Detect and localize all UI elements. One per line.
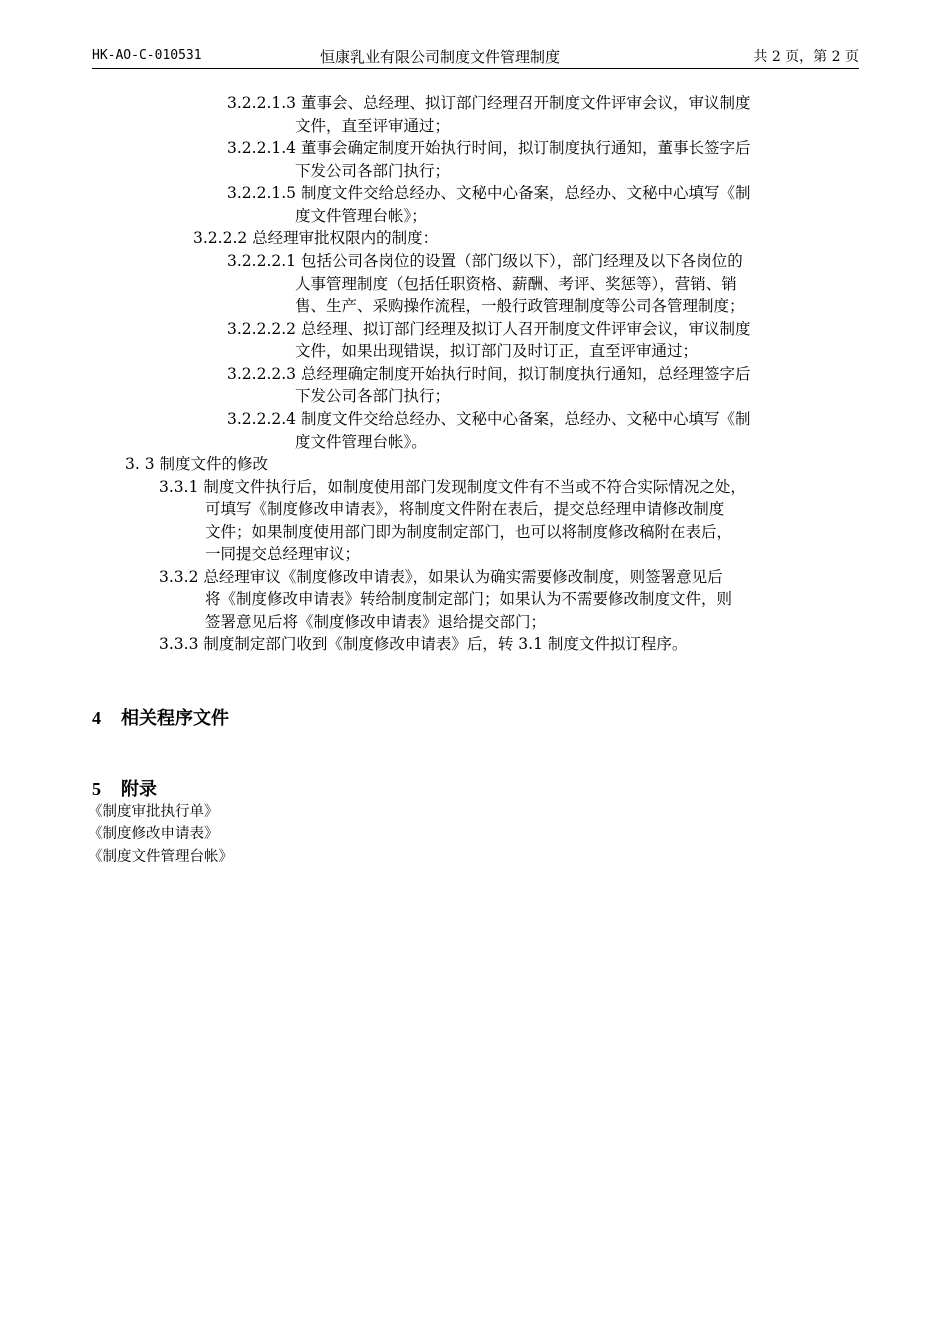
appendix-item: 《制度修改申请表》 bbox=[88, 826, 219, 842]
body-line: 下发公司各部门执行； bbox=[295, 162, 451, 180]
body-line: 3.2.2.1.4 董事会确定制度开始执行时间，拟订制度执行通知，董事长签字后 bbox=[227, 139, 751, 157]
body-line: 3.3.3 制度制定部门收到《制度修改申请表》后，转 3.1 制度文件拟订程序。 bbox=[159, 635, 688, 653]
body-line: 人事管理制度（包括任职资格、薪酬、考评、奖惩等），营销、销 bbox=[295, 275, 737, 293]
body-line: 3.2.2.2.3 总经理确定制度开始执行时间，拟订制度执行通知，总经理签字后 bbox=[227, 365, 751, 383]
body-line: 3.2.2.2 总经理审批权限内的制度： bbox=[193, 229, 439, 247]
page-info: 共 2 页，第 2 页 bbox=[753, 49, 859, 65]
section-4-title: 相关程序文件 bbox=[121, 708, 229, 729]
body-line: 签署意见后将《制度修改申请表》退给提交部门； bbox=[205, 613, 547, 631]
body-line: 售、生产、采购操作流程，一般行政管理制度等公司各管理制度； bbox=[295, 297, 745, 315]
body-line: 度文件管理台帐》。 bbox=[295, 433, 427, 451]
document-title: 恒康乳业有限公司制度文件管理制度 bbox=[320, 48, 561, 66]
document-code: HK-AO-C-010531 bbox=[92, 48, 202, 63]
section-5-title: 附录 bbox=[121, 779, 157, 800]
body-line: 文件，直至评审通过； bbox=[295, 117, 451, 135]
body-line: 3.2.2.2.1 包括公司各岗位的设置（部门级以下），部门经理及以下各岗位的 bbox=[227, 252, 743, 270]
body-line: 3.2.2.2.2 总经理、拟订部门经理及拟订人召开制度文件评审会议，审议制度 bbox=[227, 320, 751, 338]
page-header bbox=[92, 46, 859, 69]
body-line: 一同提交总经理审议； bbox=[205, 545, 361, 563]
body-line: 将《制度修改申请表》转给制度制定部门；如果认为不需要修改制度文件，则 bbox=[205, 590, 733, 608]
appendix-item: 《制度审批执行单》 bbox=[88, 804, 219, 820]
appendix-item: 《制度文件管理台帐》 bbox=[88, 849, 233, 865]
body-line: 3.3.1 制度文件执行后，如制度使用部门发现制度文件有不当或不符合实际情况之处， bbox=[159, 478, 746, 496]
section-5-number: 5 bbox=[92, 779, 101, 799]
body-line: 3.3.2 总经理审议《制度修改申请表》，如果认为确实需要修改制度，则签署意见后 bbox=[159, 568, 723, 586]
body-line: 可填写《制度修改申请表》，将制度文件附在表后，提交总经理申请修改制度 bbox=[205, 500, 725, 518]
body-line: 3.2.2.1.3 董事会、总经理、拟订部门经理召开制度文件评审会议，审议制度 bbox=[227, 94, 751, 112]
body-line: 3.2.2.2.4 制度文件交给总经办、文秘中心备案，总经办、文秘中心填写《制 bbox=[227, 410, 751, 428]
body-line: 下发公司各部门执行； bbox=[295, 387, 451, 405]
body-line: 文件，如果出现错误，拟订部门及时订正，直至评审通过； bbox=[295, 342, 699, 360]
section-4-number: 4 bbox=[92, 708, 101, 728]
section-heading-3-3: 3. 3 制度文件的修改 bbox=[125, 455, 269, 473]
body-line: 3.2.2.1.5 制度文件交给总经办、文秘中心备案，总经办、文秘中心填写《制 bbox=[227, 184, 751, 202]
body-line: 度文件管理台帐》； bbox=[295, 207, 427, 225]
body-line: 文件；如果制度使用部门即为制度制定部门，也可以将制度修改稿附在表后， bbox=[205, 523, 733, 541]
section-5-heading bbox=[92, 775, 157, 801]
section-4-heading bbox=[92, 704, 229, 730]
